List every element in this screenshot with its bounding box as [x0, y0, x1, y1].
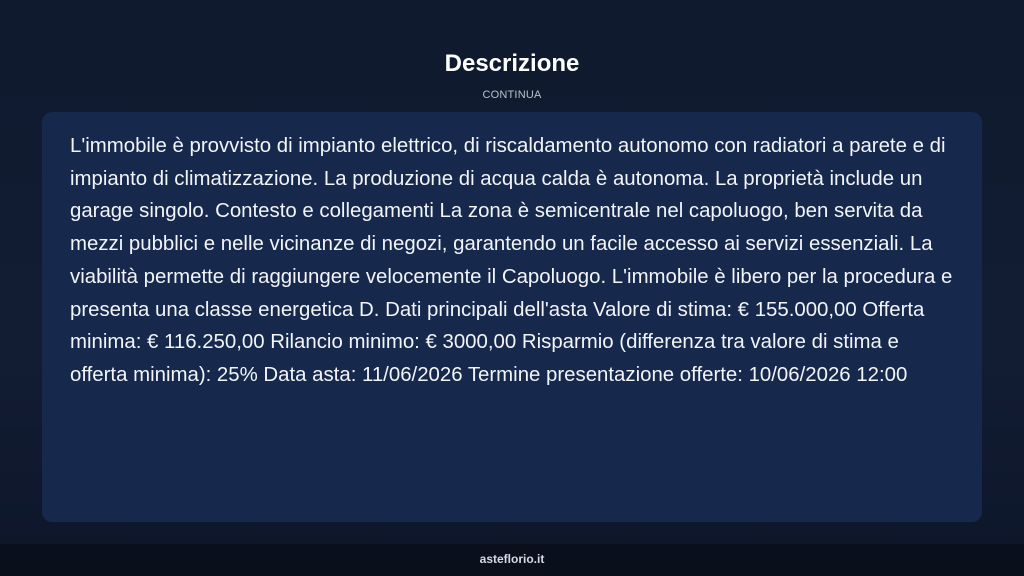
description-text: L'immobile è provvisto di impianto elettrico, di riscaldamento autonomo con radiatori a parete e di impianto di climatizzazione. La produzione di acqua calda è autonoma. La proprietà include un garage singolo. Contesto e collegamenti La zona è semicentrale nel capoluogo, ben servita da mezzi pubblici e nelle vicinanze di negozi, garantendo un facile accesso ai servizi essenziali. La viabilità permette di raggiungere velocemente il Capoluogo. L'immobile è libero per la procedura e presenta una classe energetica D. Dati principali dell'asta Valore di stima: € 155.000,00 Offerta minima: € 116.250,00 Rilancio minimo: € 3000,00 Risparmio (differenza tra valore di stima e offerta minima): 25% Data asta: 11/06/2026 Termine presentazione offerte: 10/06/2026 12:00 — [70, 135, 953, 386]
site-name: asteflorio.it — [479, 552, 545, 566]
continue-label: CONTINUA — [482, 89, 542, 101]
page-header — [0, 48, 1024, 101]
description-card — [42, 112, 982, 522]
footer-bar — [0, 544, 1024, 576]
page-title: Descrizione — [444, 50, 580, 77]
